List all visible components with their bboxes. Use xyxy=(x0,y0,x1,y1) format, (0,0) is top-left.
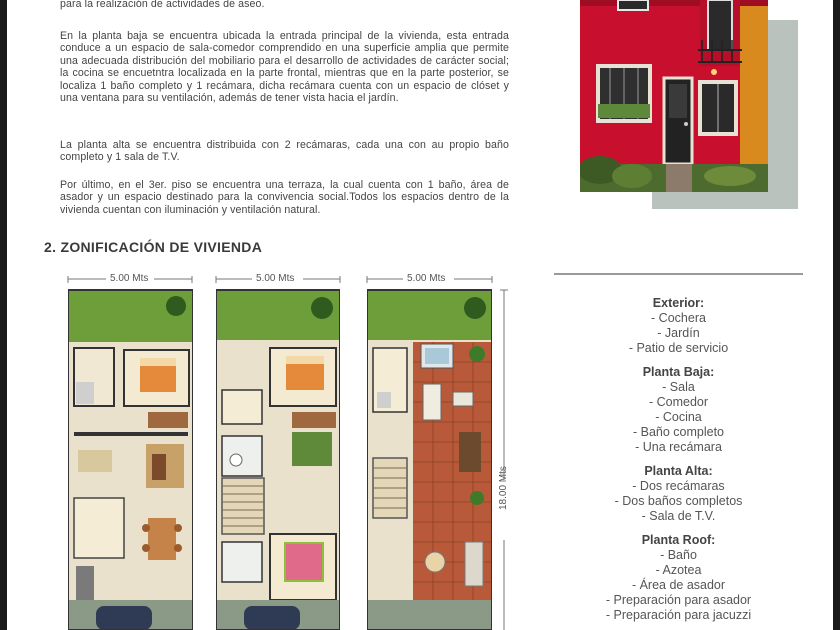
zone-block xyxy=(554,296,803,356)
zone-item: - Baño xyxy=(660,548,697,562)
zone-block xyxy=(554,464,803,524)
plan-height-label: 18.00 Mts xyxy=(498,466,509,510)
zone-item: - Sala xyxy=(662,380,695,394)
zone-title: Planta Baja: xyxy=(642,365,715,379)
zone-title: Planta Alta: xyxy=(644,464,713,478)
floor-plan-upper xyxy=(216,272,340,630)
document-page xyxy=(7,0,833,630)
intro-paragraph-1: En la planta baja se encuentra ubicada la entrada principal de la vivienda, esta entrada conduce a un espacio de sala-comedor comprendido en una superficie amplia que permite una adecuada distribución del mobiliario para el desarrollo de actividades de carácter social; la cocina se encuetntra localizada en la parte frontal, mientras que en la parte posterior, se localiza 1 baño completo y 1 recámara, dicha recámara cuenta con un espacio de clóset y una ventana para su ventilación, además de tener vista hacia el jardín. xyxy=(60,30,509,105)
zone-item: - Baño completo xyxy=(632,425,725,439)
zone-item: - Dos recámaras xyxy=(632,479,725,493)
zone-item: - Azotea xyxy=(655,563,702,577)
zone-title: Exterior: xyxy=(652,296,705,310)
zone-item: - Jardín xyxy=(657,326,700,340)
zone-item: - Dos baños completos xyxy=(614,494,743,508)
zone-title: Planta Roof: xyxy=(641,533,716,547)
intro-paragraph-top: para la realización de actividades de aseo. xyxy=(60,0,265,10)
zone-item: - Cocina xyxy=(655,410,702,424)
zone-item: - Patio de servicio xyxy=(628,341,729,355)
plan-3-width-label: 5.00 Mts xyxy=(407,273,446,284)
intro-paragraph-3: Por último, en el 3er. piso se encuentra una terraza, la cual cuenta con 1 baño, área de asador y un espacio destinado para la convivencia social.Todos los espacios dentro de la vivienda cuentan con iluminación y ventilación natural. xyxy=(60,179,509,216)
zoning-list xyxy=(554,296,803,630)
intro-paragraph-2: La planta alta se encuentra distribuida con 2 recámaras, cada una con au propio baño completo y 1 sala de T.V. xyxy=(60,139,509,164)
floor-plan-roof xyxy=(367,272,492,630)
zone-item: - Área de asador xyxy=(631,578,726,592)
floor-plan-ground xyxy=(68,272,193,630)
zone-item: - Cochera xyxy=(651,311,706,325)
zone-item: - Comedor xyxy=(648,395,709,409)
plan-2-width-label: 5.00 Mts xyxy=(256,273,295,284)
zone-item: - Preparación para asador xyxy=(605,593,752,607)
zone-block xyxy=(554,365,803,455)
section-title: 2. ZONIFICACIÓN DE VIVIENDA xyxy=(44,239,263,255)
zone-item: - Preparación para jacuzzi xyxy=(605,608,752,622)
zone-block xyxy=(554,533,803,623)
plan-1-width-label: 5.00 Mts xyxy=(110,273,149,284)
zone-item: - Sala de T.V. xyxy=(641,509,716,523)
zone-item: - Una recámara xyxy=(635,440,722,454)
